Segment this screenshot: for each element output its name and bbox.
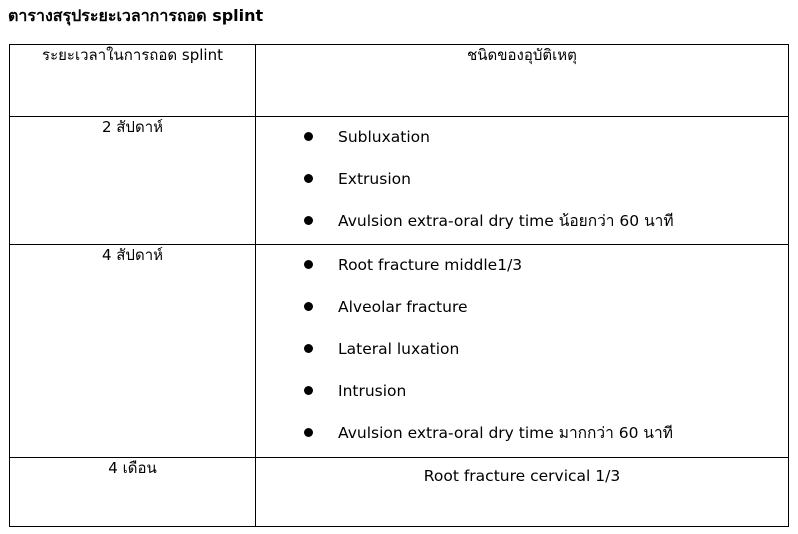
- list-item: [256, 422, 788, 452]
- injury-types-cell: [256, 117, 789, 245]
- header-duration: ระยะเวลาในการถอด splint: [10, 45, 256, 117]
- injury-label: Intrusion: [338, 382, 407, 400]
- list-item: [256, 254, 788, 296]
- injury-list: [256, 245, 788, 452]
- injury-label: Root fracture middle1/3: [338, 256, 523, 274]
- list-item: [256, 338, 788, 380]
- bullet-icon: [304, 428, 313, 437]
- table-header-row: [10, 45, 789, 117]
- list-item: [256, 380, 788, 422]
- injury-label: Avulsion extra-oral dry time น้อยกว่า 60 นาที: [338, 212, 674, 230]
- bullet-icon: [304, 344, 313, 353]
- table-row: [10, 117, 789, 245]
- bullet-icon: [304, 216, 313, 225]
- header-injury-type: ชนิดของอุบัติเหตุ: [256, 45, 789, 117]
- page-title: ตารางสรุประยะเวลาการถอด splint: [8, 6, 264, 25]
- bullet-icon: [304, 386, 313, 395]
- injury-label: Lateral luxation: [338, 340, 460, 358]
- bullet-icon: [304, 132, 313, 141]
- injury-types-cell: [256, 245, 789, 458]
- splint-summary-table: [9, 44, 789, 527]
- table-row: [10, 245, 789, 458]
- injury-label: Subluxation: [338, 128, 430, 146]
- injury-types-cell: [256, 458, 789, 527]
- list-item: [256, 210, 788, 240]
- duration-cell: 2 สัปดาห์: [10, 117, 256, 245]
- bullet-icon: [304, 302, 313, 311]
- list-item: [256, 168, 788, 210]
- bullet-icon: [304, 260, 313, 269]
- list-item: [256, 296, 788, 338]
- bullet-icon: [304, 174, 313, 183]
- injury-label: Avulsion extra-oral dry time มากกว่า 60 นาที: [338, 424, 673, 442]
- injury-list: [256, 117, 788, 240]
- injury-label: Alveolar fracture: [338, 298, 468, 316]
- duration-cell: 4 สัปดาห์: [10, 245, 256, 458]
- table-row: [10, 458, 789, 527]
- list-item: [256, 126, 788, 168]
- duration-cell: 4 เดือน: [10, 458, 256, 527]
- injury-label: Extrusion: [338, 170, 411, 188]
- injury-label: Root fracture cervical 1/3: [423, 467, 621, 485]
